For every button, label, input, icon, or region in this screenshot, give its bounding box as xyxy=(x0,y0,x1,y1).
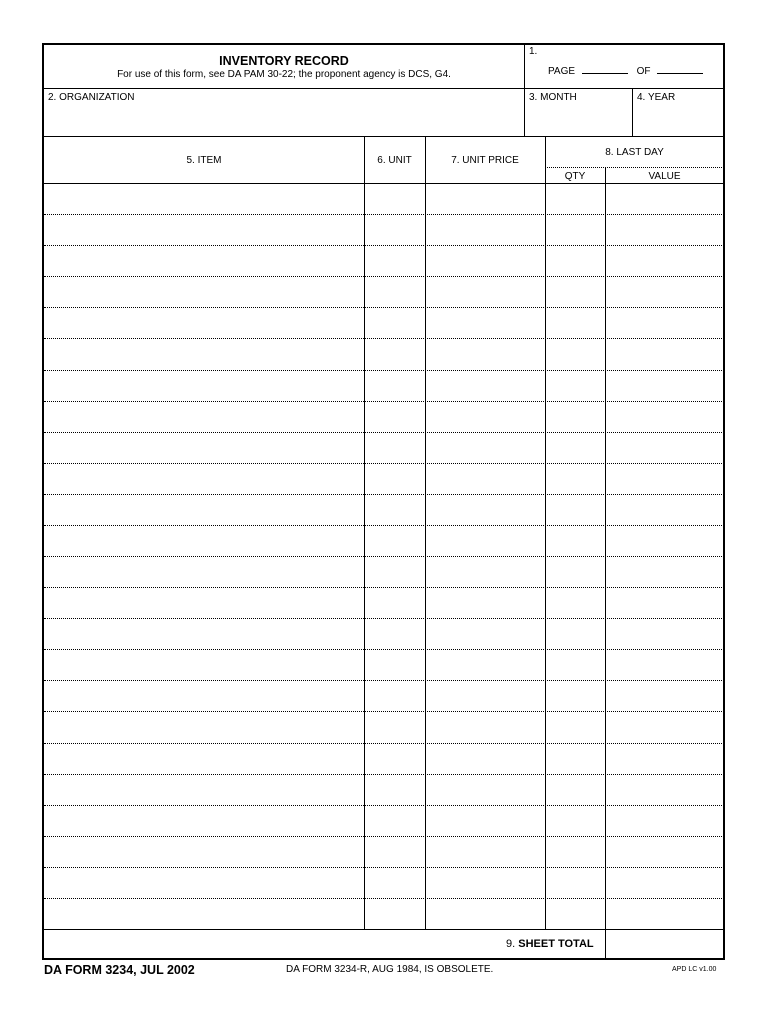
value-cell[interactable] xyxy=(606,681,724,710)
qty-cell[interactable] xyxy=(546,215,605,244)
value-cell[interactable] xyxy=(606,868,724,897)
unit-price-cell[interactable] xyxy=(426,899,545,928)
unit-cell[interactable] xyxy=(365,619,425,648)
unit-price-cell[interactable] xyxy=(426,215,545,244)
unit-price-cell[interactable] xyxy=(426,464,545,493)
total-pages-blank[interactable] xyxy=(657,64,703,74)
item-cell[interactable] xyxy=(44,744,364,773)
unit-price-cell[interactable] xyxy=(426,371,545,400)
unit-cell[interactable] xyxy=(365,588,425,617)
form-id: DA FORM 3234, JUL 2002 xyxy=(44,963,195,977)
qty-cell[interactable] xyxy=(546,588,605,617)
unit-price-cell[interactable] xyxy=(426,588,545,617)
col-unit-header: 6. UNIT xyxy=(377,155,412,166)
col-qty-header: QTY xyxy=(564,171,586,182)
obsolete-notice: DA FORM 3234-R, AUG 1984, IS OBSOLETE. xyxy=(286,964,494,975)
organization-field[interactable] xyxy=(44,106,524,136)
qty-cell[interactable] xyxy=(546,526,605,555)
qty-cell[interactable] xyxy=(546,837,605,866)
unit-cell[interactable] xyxy=(365,557,425,586)
unit-cell[interactable] xyxy=(365,650,425,679)
item-cell[interactable] xyxy=(44,712,364,741)
item-cell[interactable] xyxy=(44,899,364,928)
qty-cell[interactable] xyxy=(546,619,605,648)
unit-cell[interactable] xyxy=(365,712,425,741)
value-cell[interactable] xyxy=(606,588,724,617)
item-cell[interactable] xyxy=(44,868,364,897)
unit-cell[interactable] xyxy=(365,433,425,462)
form-subtitle: For use of this form, see DA PAM 30-22; the proponent agency is DCS, G4. xyxy=(117,69,451,80)
value-cell[interactable] xyxy=(606,277,724,306)
unit-price-cell[interactable] xyxy=(426,184,545,213)
item-cell[interactable] xyxy=(44,277,364,306)
unit-cell[interactable] xyxy=(365,744,425,773)
of-label: OF xyxy=(636,66,651,77)
item-cell[interactable] xyxy=(44,775,364,804)
value-cell[interactable] xyxy=(606,650,724,679)
qty-cell[interactable] xyxy=(546,308,605,337)
item-cell[interactable] xyxy=(44,837,364,866)
unit-price-cell[interactable] xyxy=(426,619,545,648)
value-cell[interactable] xyxy=(606,806,724,835)
unit-price-cell[interactable] xyxy=(426,557,545,586)
value-cell[interactable] xyxy=(606,837,724,866)
month-label: 3. MONTH xyxy=(529,92,577,103)
month-field[interactable] xyxy=(525,106,632,136)
year-field[interactable] xyxy=(633,106,724,136)
unit-price-cell[interactable] xyxy=(426,308,545,337)
unit-cell[interactable] xyxy=(365,464,425,493)
value-cell[interactable] xyxy=(606,495,724,524)
unit-cell[interactable] xyxy=(365,371,425,400)
qty-cell[interactable] xyxy=(546,712,605,741)
item-cell[interactable] xyxy=(44,433,364,462)
qty-cell[interactable] xyxy=(546,557,605,586)
qty-cell[interactable] xyxy=(546,495,605,524)
qty-cell[interactable] xyxy=(546,246,605,275)
version-label: APD LC v1.00 xyxy=(672,966,717,973)
page-number-blank[interactable] xyxy=(582,64,628,74)
page-count-field[interactable] xyxy=(548,64,703,77)
sheet-total-field[interactable] xyxy=(606,930,724,958)
item-cell[interactable] xyxy=(44,557,364,586)
value-cell[interactable] xyxy=(606,899,724,928)
item-cell[interactable] xyxy=(44,588,364,617)
sheet-total-number: 9. xyxy=(506,938,516,950)
qty-cell[interactable] xyxy=(546,277,605,306)
col-item-header: 5. ITEM xyxy=(186,155,222,166)
item-cell[interactable] xyxy=(44,308,364,337)
qty-cell[interactable] xyxy=(546,681,605,710)
qty-cell[interactable] xyxy=(546,868,605,897)
unit-cell[interactable] xyxy=(365,277,425,306)
sheet-total-label xyxy=(506,938,594,950)
qty-cell[interactable] xyxy=(546,899,605,928)
unit-cell[interactable] xyxy=(365,308,425,337)
form-title: INVENTORY RECORD xyxy=(219,54,349,68)
unit-price-cell[interactable] xyxy=(426,526,545,555)
item-cell[interactable] xyxy=(44,184,364,213)
col-unit-price-header: 7. UNIT PRICE xyxy=(451,155,519,166)
unit-price-cell[interactable] xyxy=(426,712,545,741)
value-cell[interactable] xyxy=(606,526,724,555)
value-cell[interactable] xyxy=(606,246,724,275)
unit-cell[interactable] xyxy=(365,775,425,804)
qty-cell[interactable] xyxy=(546,744,605,773)
unit-cell[interactable] xyxy=(365,402,425,431)
value-cell[interactable] xyxy=(606,619,724,648)
unit-cell[interactable] xyxy=(365,899,425,928)
qty-cell[interactable] xyxy=(546,775,605,804)
organization-label: 2. ORGANIZATION xyxy=(48,92,135,103)
unit-cell[interactable] xyxy=(365,681,425,710)
value-cell[interactable] xyxy=(606,464,724,493)
item-cell[interactable] xyxy=(44,526,364,555)
page-label: PAGE xyxy=(548,66,576,77)
unit-cell[interactable] xyxy=(365,868,425,897)
value-cell[interactable] xyxy=(606,744,724,773)
unit-price-cell[interactable] xyxy=(426,868,545,897)
value-cell[interactable] xyxy=(606,215,724,244)
block1-label: 1. xyxy=(529,46,538,57)
unit-price-cell[interactable] xyxy=(426,681,545,710)
unit-cell[interactable] xyxy=(365,215,425,244)
qty-cell[interactable] xyxy=(546,464,605,493)
value-cell[interactable] xyxy=(606,371,724,400)
qty-cell[interactable] xyxy=(546,433,605,462)
qty-cell[interactable] xyxy=(546,402,605,431)
item-cell[interactable] xyxy=(44,495,364,524)
sheet-total-text: SHEET TOTAL xyxy=(518,938,594,950)
item-cell[interactable] xyxy=(44,371,364,400)
year-label: 4. YEAR xyxy=(637,92,676,103)
unit-price-cell[interactable] xyxy=(426,339,545,368)
item-cell[interactable] xyxy=(44,464,364,493)
unit-price-cell[interactable] xyxy=(426,650,545,679)
col-last-day-header: 8. LAST DAY xyxy=(605,147,664,158)
item-cell[interactable] xyxy=(44,650,364,679)
value-cell[interactable] xyxy=(606,557,724,586)
item-cell[interactable] xyxy=(44,681,364,710)
unit-price-cell[interactable] xyxy=(426,402,545,431)
header-bottom-line xyxy=(44,88,724,89)
unit-price-cell[interactable] xyxy=(426,806,545,835)
qty-cell[interactable] xyxy=(546,339,605,368)
value-cell[interactable] xyxy=(606,308,724,337)
item-cell[interactable] xyxy=(44,402,364,431)
value-cell[interactable] xyxy=(606,712,724,741)
item-cell[interactable] xyxy=(44,246,364,275)
qty-cell[interactable] xyxy=(546,806,605,835)
unit-price-cell[interactable] xyxy=(426,246,545,275)
qty-cell[interactable] xyxy=(546,650,605,679)
value-cell[interactable] xyxy=(606,775,724,804)
unit-price-cell[interactable] xyxy=(426,837,545,866)
unit-price-cell[interactable] xyxy=(426,744,545,773)
unit-cell[interactable] xyxy=(365,495,425,524)
value-cell[interactable] xyxy=(606,184,724,213)
unit-cell[interactable] xyxy=(365,339,425,368)
value-cell[interactable] xyxy=(606,433,724,462)
item-cell[interactable] xyxy=(44,215,364,244)
qty-cell[interactable] xyxy=(546,371,605,400)
unit-cell[interactable] xyxy=(365,526,425,555)
qty-cell[interactable] xyxy=(546,184,605,213)
value-cell[interactable] xyxy=(606,402,724,431)
unit-cell[interactable] xyxy=(365,837,425,866)
item-cell[interactable] xyxy=(44,619,364,648)
unit-price-cell[interactable] xyxy=(426,433,545,462)
col-value-header: VALUE xyxy=(648,171,681,182)
last-day-divider xyxy=(545,167,724,168)
unit-price-cell[interactable] xyxy=(426,495,545,524)
value-cell[interactable] xyxy=(606,339,724,368)
unit-cell[interactable] xyxy=(365,246,425,275)
unit-price-cell[interactable] xyxy=(426,277,545,306)
org-row-bottom-line xyxy=(44,136,724,137)
item-cell[interactable] xyxy=(44,806,364,835)
unit-price-cell[interactable] xyxy=(426,775,545,804)
unit-cell[interactable] xyxy=(365,184,425,213)
unit-cell[interactable] xyxy=(365,806,425,835)
item-cell[interactable] xyxy=(44,339,364,368)
